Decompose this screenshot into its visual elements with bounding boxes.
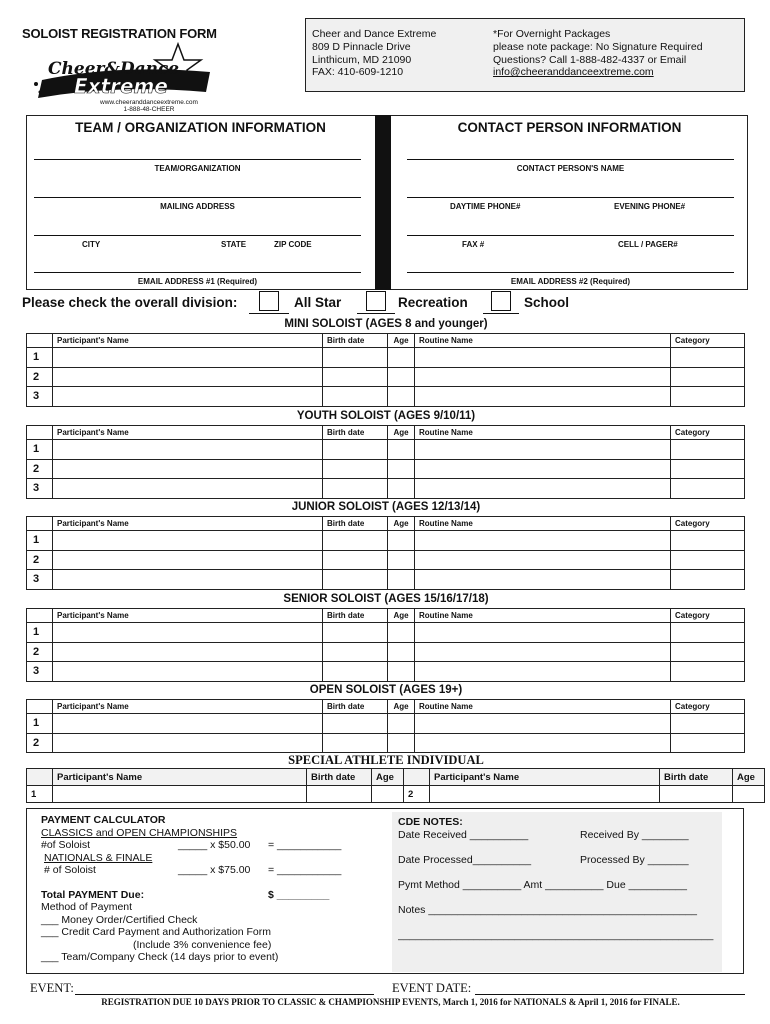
category-cell[interactable] (671, 570, 745, 590)
routine-cell[interactable] (415, 714, 671, 734)
sa-age-header: Age (372, 769, 404, 786)
category-cell[interactable] (671, 387, 745, 407)
email2-input[interactable] (407, 272, 734, 273)
category-cell[interactable] (671, 623, 745, 643)
category-cell[interactable] (671, 348, 745, 368)
table-row (27, 570, 745, 590)
phone-input[interactable] (407, 197, 734, 198)
sa-birth-cell[interactable] (307, 786, 372, 803)
birth-cell[interactable] (323, 479, 388, 499)
age-cell[interactable] (388, 733, 415, 753)
date-processed-field[interactable]: Date Processed__________ (398, 853, 532, 866)
sa-birth-header-2: Birth date (660, 769, 733, 786)
event-date-label: EVENT DATE: (392, 981, 472, 995)
table-header-row (27, 334, 745, 348)
row-number: 3 (27, 387, 53, 407)
all-star-checkbox[interactable] (259, 291, 279, 311)
spacer (398, 891, 723, 904)
website-url: www.cheeranddanceextreme.com (100, 99, 198, 106)
cde-notes (398, 816, 723, 941)
row-number: 2 (27, 733, 53, 753)
routine-cell[interactable] (415, 642, 671, 662)
soloist-fee-50[interactable]: _____ x $50.00 (178, 839, 251, 851)
routine-cell[interactable] (415, 550, 671, 570)
age-cell[interactable] (388, 550, 415, 570)
age-cell[interactable] (388, 531, 415, 551)
row-number: 3 (27, 479, 53, 499)
soloist-count-label: #of Soloist (41, 839, 91, 851)
table-row (27, 387, 745, 407)
team-org-input[interactable] (34, 159, 361, 160)
registration-deadline-footer: REGISTRATION DUE 10 DAYS PRIOR TO CLASSIC & CHAMPIONSHIP EVENTS, March 1, 2016 for NATIONALS & April 1, 2016 for FINALE. (101, 997, 680, 1007)
cde-row (398, 829, 723, 842)
age-cell[interactable] (388, 570, 415, 590)
checkbox-underline (249, 313, 289, 314)
name-header: Participant's Name (53, 334, 323, 348)
header-cell (27, 769, 53, 786)
header-cell (27, 609, 53, 623)
routine-header: Routine Name (415, 700, 671, 714)
category-cell[interactable] (671, 367, 745, 387)
special-athlete-title: SPECIAL ATHLETE INDIVIDUAL (288, 753, 484, 767)
age-header: Age (388, 700, 415, 714)
processed-by-field[interactable]: Processed By _______ (580, 853, 689, 866)
birth-cell[interactable] (323, 642, 388, 662)
section-divider (375, 115, 391, 290)
name-header: Participant's Name (53, 700, 323, 714)
address-line: FAX: 410-609-1210 (312, 66, 404, 79)
age-cell[interactable] (388, 459, 415, 479)
school-checkbox[interactable] (491, 291, 511, 311)
routine-cell[interactable] (415, 662, 671, 682)
age-cell[interactable] (388, 440, 415, 460)
table-row (27, 623, 745, 643)
table-row (27, 642, 745, 662)
table-row (27, 459, 745, 479)
logo-text-bottom: Extreme (74, 74, 168, 98)
routine-cell[interactable] (415, 367, 671, 387)
nationals-subtotal[interactable]: = ___________ (268, 864, 342, 876)
sa-birth-header: Birth date (307, 769, 372, 786)
event-label: EVENT: (30, 981, 74, 995)
birth-header: Birth date (323, 334, 388, 348)
table-row (27, 786, 765, 803)
category-cell[interactable] (671, 662, 745, 682)
age-header: Age (388, 609, 415, 623)
sa-name-header-2: Participant's Name (430, 769, 660, 786)
category-header: Category (671, 700, 745, 714)
row-number: 2 (27, 642, 53, 662)
table-row (27, 714, 745, 734)
row-number: 1 (27, 440, 53, 460)
routine-cell[interactable] (415, 733, 671, 753)
row-number: 2 (27, 550, 53, 570)
header-cell (404, 769, 430, 786)
header-cell (27, 334, 53, 348)
method-money-order[interactable]: ___ Money Order/Certified Check (41, 913, 198, 926)
address-line: Linthicum, MD 21090 (312, 53, 412, 66)
age-cell[interactable] (388, 387, 415, 407)
routine-cell[interactable] (415, 623, 671, 643)
cde-notes-title: CDE NOTES: (398, 816, 463, 828)
sa-age-cell[interactable] (372, 786, 404, 803)
age-cell[interactable] (388, 623, 415, 643)
table-row (27, 348, 745, 368)
credit-card-fee-note: (Include 3% convenience fee) (133, 938, 272, 951)
nationals-calc-row (41, 864, 361, 877)
spacer (398, 916, 723, 929)
birth-cell[interactable] (323, 714, 388, 734)
date-received-field[interactable]: Date Received __________ (398, 828, 529, 841)
spacer (398, 841, 723, 854)
contact-name-input[interactable] (407, 159, 734, 160)
routine-header: Routine Name (415, 609, 671, 623)
method-team-check[interactable]: ___ Team/Company Check (14 days prior to event) (41, 951, 279, 963)
special-athlete-table (26, 768, 765, 803)
nationals-heading: NATIONALS & FINALE (44, 851, 153, 864)
group-title: OPEN SOLOIST (AGES 19+) (309, 684, 463, 696)
classics-calc-row (41, 839, 361, 852)
overnight-note (493, 28, 703, 79)
fax-cell-input[interactable] (407, 235, 734, 236)
row-number: 1 (27, 714, 53, 734)
name-cell[interactable] (53, 714, 323, 734)
birth-cell[interactable] (323, 459, 388, 479)
cde-row (398, 854, 723, 867)
soloist-table (26, 516, 745, 590)
routine-cell[interactable] (415, 459, 671, 479)
birth-cell[interactable] (323, 367, 388, 387)
name-header: Participant's Name (53, 426, 323, 440)
team-info-heading: TEAM / ORGANIZATION INFORMATION (75, 120, 326, 135)
division-prompt: Please check the overall division: (22, 295, 238, 310)
routine-cell[interactable] (415, 348, 671, 368)
birth-cell[interactable] (323, 570, 388, 590)
birth-cell[interactable] (323, 387, 388, 407)
age-cell[interactable] (388, 479, 415, 499)
notes-continuation[interactable]: ______________________________________________________ (398, 928, 714, 941)
mailing-address-label: MAILING ADDRESS (160, 202, 235, 211)
birth-cell[interactable] (323, 733, 388, 753)
total-label: Total PAYMENT Due: (41, 888, 145, 901)
name-cell[interactable] (53, 459, 323, 479)
team-org-label: TEAM/ORGANIZATION (154, 164, 241, 173)
age-header: Age (388, 426, 415, 440)
row-number: 2 (27, 459, 53, 479)
row-number: 1 (27, 531, 53, 551)
birth-cell[interactable] (323, 623, 388, 643)
routine-cell[interactable] (415, 570, 671, 590)
table-row (27, 440, 745, 460)
birth-cell[interactable] (323, 662, 388, 682)
age-cell[interactable] (388, 348, 415, 368)
soloist-count-label: # of Soloist (44, 864, 96, 876)
table-header-row (27, 769, 765, 786)
table-row (27, 531, 745, 551)
soloist-table (26, 425, 745, 499)
category-cell[interactable] (671, 440, 745, 460)
sa-name-cell[interactable] (53, 786, 307, 803)
table-row (27, 733, 745, 753)
contact-info-heading: CONTACT PERSON INFORMATION (457, 120, 682, 135)
birth-header: Birth date (323, 609, 388, 623)
option-school: School (524, 295, 570, 310)
category-cell[interactable] (671, 733, 745, 753)
birth-header: Birth date (323, 700, 388, 714)
state-label: STATE (221, 240, 247, 249)
classics-subtotal[interactable]: = ___________ (268, 839, 342, 851)
notes-field[interactable]: Notes ______________________________________________ (398, 903, 697, 916)
name-cell[interactable] (53, 367, 323, 387)
name-cell[interactable] (53, 623, 323, 643)
name-cell[interactable] (53, 479, 323, 499)
mailing-address-input[interactable] (34, 197, 361, 198)
category-header: Category (671, 426, 745, 440)
contact-name-label: CONTACT PERSON'S NAME (516, 164, 625, 173)
category-cell[interactable] (671, 550, 745, 570)
spacer (398, 866, 723, 879)
spacer (41, 877, 361, 889)
method-credit-card[interactable]: ___ Credit Card Payment and Authorization Form (41, 926, 271, 938)
soloist-table (26, 608, 745, 682)
total-row (41, 889, 361, 902)
age-cell[interactable] (388, 714, 415, 734)
fax-label: FAX # (462, 240, 485, 249)
birth-header: Birth date (323, 517, 388, 531)
birth-cell[interactable] (323, 550, 388, 570)
address-line: 809 D Pinnacle Drive (312, 40, 411, 53)
table-header-row (27, 517, 745, 531)
group-title: SENIOR SOLOIST (AGES 15/16/17/18) (283, 593, 489, 605)
email2-label: EMAIL ADDRESS #2 (Required) (510, 277, 631, 286)
birth-cell[interactable] (323, 531, 388, 551)
address-line: Cheer and Dance Extreme (312, 28, 437, 40)
checkbox-underline (483, 313, 519, 314)
name-cell[interactable] (53, 387, 323, 407)
classics-heading: CLASSICS and OPEN CHAMPIONSHIPS (41, 826, 238, 839)
table-row (27, 367, 745, 387)
row-number: 1 (27, 786, 53, 803)
zip-label: ZIP CODE (274, 240, 312, 249)
age-header: Age (388, 517, 415, 531)
birth-cell[interactable] (323, 348, 388, 368)
age-cell[interactable] (388, 642, 415, 662)
category-cell[interactable] (671, 714, 745, 734)
logo-text-top: Cheer&Dance (48, 59, 180, 79)
category-cell[interactable] (671, 459, 745, 479)
table-header-row (27, 700, 745, 714)
birth-header: Birth date (323, 426, 388, 440)
category-cell[interactable] (671, 479, 745, 499)
name-header: Participant's Name (53, 517, 323, 531)
age-header: Age (388, 334, 415, 348)
sa-name-header: Participant's Name (53, 769, 307, 786)
recreation-checkbox[interactable] (366, 291, 386, 311)
soloist-table (26, 699, 745, 753)
checkbox-underline (357, 313, 395, 314)
contact-email-link[interactable]: info@cheeranddanceextreme.com (493, 66, 654, 79)
option-all-star: All Star (294, 295, 342, 310)
email1-label: EMAIL ADDRESS #1 (Required) (137, 277, 258, 286)
event-input[interactable] (75, 994, 374, 995)
birth-cell[interactable] (323, 440, 388, 460)
routine-cell[interactable] (415, 479, 671, 499)
note-line: please note package: No Signature Required (493, 40, 703, 53)
row-number: 2 (404, 786, 430, 803)
event-date-input[interactable] (475, 994, 745, 995)
sa-birth-cell[interactable] (660, 786, 733, 803)
row-number: 1 (27, 348, 53, 368)
sa-age-header-2: Age (733, 769, 765, 786)
name-cell[interactable] (53, 348, 323, 368)
cell-label: CELL / PAGER# (618, 240, 678, 249)
name-cell[interactable] (53, 662, 323, 682)
city-state-zip-input[interactable] (34, 235, 361, 236)
sa-name-cell[interactable] (430, 786, 660, 803)
name-cell[interactable] (53, 550, 323, 570)
age-cell[interactable] (388, 662, 415, 682)
name-cell[interactable] (53, 531, 323, 551)
method-label: Method of Payment (41, 901, 133, 913)
category-cell[interactable] (671, 531, 745, 551)
option-recreation: Recreation (398, 295, 468, 310)
header-cell (27, 426, 53, 440)
row-number: 1 (27, 623, 53, 643)
received-by-field[interactable]: Received By ________ (580, 828, 689, 841)
group-title: JUNIOR SOLOIST (AGES 12/13/14) (291, 501, 481, 513)
sa-age-cell[interactable] (733, 786, 765, 803)
name-cell[interactable] (53, 733, 323, 753)
total-input[interactable]: $ _________ (268, 888, 330, 901)
email1-input[interactable] (34, 272, 361, 273)
group-title: YOUTH SOLOIST (AGES 9/10/11) (296, 410, 476, 422)
routine-header: Routine Name (415, 517, 671, 531)
vanity-phone: 1-888-48-CHEER (123, 106, 175, 113)
payment-method-field[interactable]: Pymt Method __________ Amt __________ Due __________ (398, 878, 687, 891)
note-line: *For Overnight Packages (493, 28, 611, 40)
routine-cell[interactable] (415, 531, 671, 551)
name-cell[interactable] (53, 440, 323, 460)
group-title: MINI SOLOIST (AGES 8 and younger) (284, 318, 488, 330)
city-label: CITY (82, 240, 101, 249)
category-cell[interactable] (671, 642, 745, 662)
table-row (27, 479, 745, 499)
header-cell (27, 700, 53, 714)
routine-cell[interactable] (415, 387, 671, 407)
row-number: 3 (27, 662, 53, 682)
daytime-phone-label: DAYTIME PHONE# (450, 202, 521, 211)
note-line: Questions? Call 1-888-482-4337 or Email (493, 53, 687, 66)
payment-title: PAYMENT CALCULATOR (41, 814, 166, 826)
routine-header: Routine Name (415, 334, 671, 348)
routine-header: Routine Name (415, 426, 671, 440)
payment-calculator (41, 814, 361, 964)
company-address (312, 28, 436, 79)
age-cell[interactable] (388, 367, 415, 387)
form-title: SOLOIST REGISTRATION FORM (22, 26, 217, 41)
soloist-table (26, 333, 745, 407)
evening-phone-label: EVENING PHONE# (614, 202, 686, 211)
table-header-row (27, 609, 745, 623)
table-header-row (27, 426, 745, 440)
table-row (27, 662, 745, 682)
routine-cell[interactable] (415, 440, 671, 460)
row-number: 3 (27, 570, 53, 590)
header-cell (27, 517, 53, 531)
category-header: Category (671, 609, 745, 623)
row-number: 2 (27, 367, 53, 387)
name-cell[interactable] (53, 570, 323, 590)
name-header: Participant's Name (53, 609, 323, 623)
table-row (27, 550, 745, 570)
category-header: Category (671, 517, 745, 531)
name-cell[interactable] (53, 642, 323, 662)
soloist-fee-75[interactable]: _____ x $75.00 (178, 864, 251, 876)
category-header: Category (671, 334, 745, 348)
